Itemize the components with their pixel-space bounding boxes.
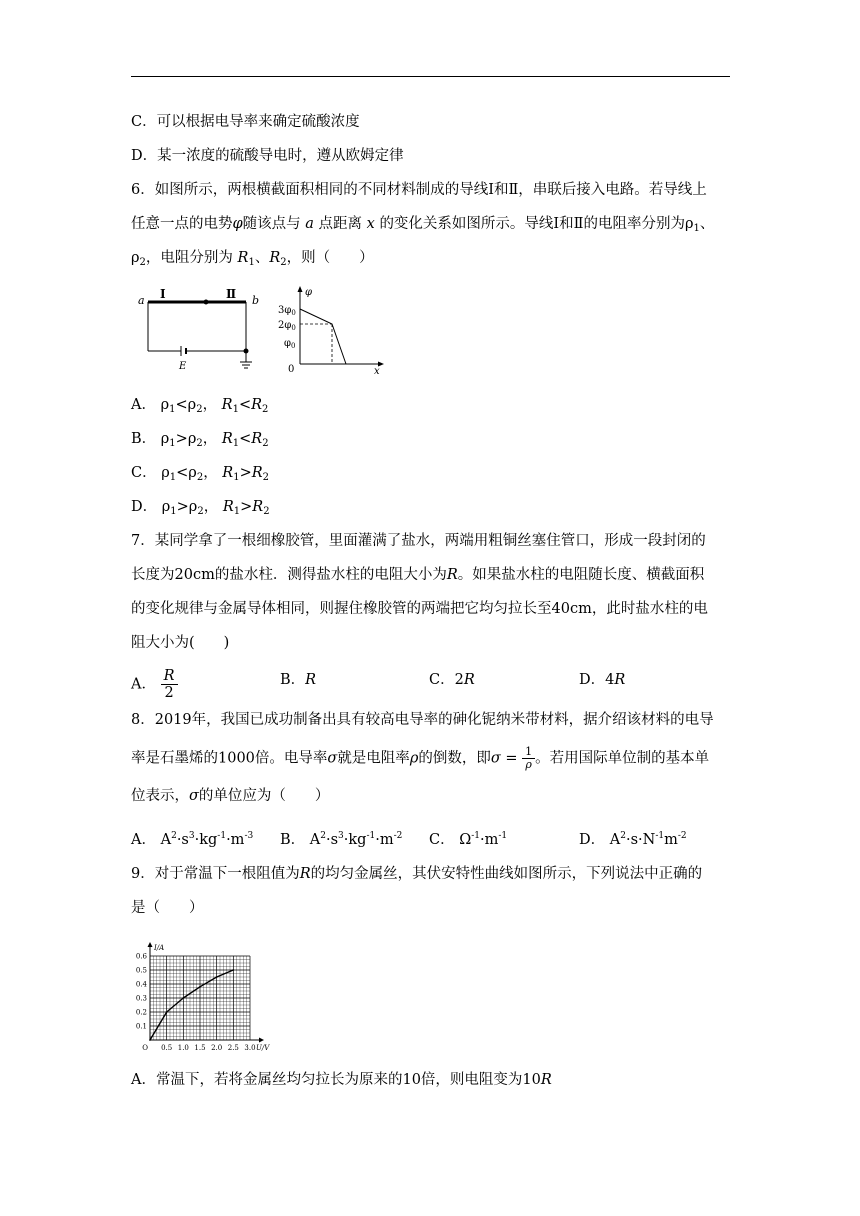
q7-option-d: D．4R xyxy=(579,672,626,688)
tick-phi0: $\varphi_0$ xyxy=(284,338,296,350)
q5-option-c: C．可以根据电导率来确定硫酸浓度 xyxy=(131,114,360,130)
q6-circuit-diagram xyxy=(134,286,270,374)
graph-origin: 0 xyxy=(288,364,295,375)
q9-option-a: A．常温下，若将金属丝均匀拉长为原来的10倍，则电阻变为10R xyxy=(131,1072,552,1088)
q8-option-d: D． $A^2\cdot s\cdot N^{-1}m^{-2}$ xyxy=(579,831,687,848)
graph-y-label: φ xyxy=(305,287,313,298)
circuit-label-b: b xyxy=(252,294,260,307)
x-tick-label: 1.5 xyxy=(194,1044,206,1052)
battery-label-e: E xyxy=(179,361,187,372)
q7-stem-line1: 7．某同学拿了一根细橡胶管，里面灌满了盐水，两端用粗铜丝塞住管口，形成一段封闭的 xyxy=(131,533,706,549)
q8-stem-line3: 位表示，σ的单位应为（ ） xyxy=(131,788,330,804)
iu-data-point xyxy=(232,969,234,971)
q5-option-d: D．某一浓度的硫酸导电时，遵从欧姆定律 xyxy=(131,148,404,164)
x-axis-arrow xyxy=(259,1038,264,1043)
tick-3phi0: $3\varphi_0$ xyxy=(278,305,296,317)
q8-option-a: A． $A^2\cdot s^3\cdot kg^{-1}\cdot m^{-3}$ xyxy=(131,831,254,848)
x-axis-label: U/V xyxy=(256,1044,270,1052)
origin-label: O xyxy=(142,1044,148,1052)
q6-potential-graph xyxy=(276,284,386,376)
potential-curve xyxy=(300,309,346,364)
y-tick-label: 0.1 xyxy=(135,1022,147,1031)
q9-iu-chart xyxy=(128,940,270,1056)
y-tick-label: 0.2 xyxy=(135,1008,147,1017)
q6-option-d: D． $\rho_1>\rho_2$， $R_1>R_2$ xyxy=(131,499,270,517)
y-tick-label: 0.6 xyxy=(135,952,147,961)
y-tick-label: 0.4 xyxy=(135,980,147,989)
q9-stem-line1: 9．对于常温下一根阻值为R的均匀金属丝，其伏安特性曲线如图所示，下列说法中正确的 xyxy=(131,866,703,882)
q7-stem-line2: 长度为20cm的盐水柱．测得盐水柱的电阻大小为R。如果盐水柱的电阻随长度、横截面积 xyxy=(131,567,705,583)
q7-option-b: B．R xyxy=(280,672,317,688)
graph-x-label: x xyxy=(374,366,380,376)
iu-data-point xyxy=(216,976,218,978)
x-tick-label: 1.0 xyxy=(177,1044,189,1052)
y-tick-label: 0.5 xyxy=(135,966,147,975)
junction-dot xyxy=(204,300,209,305)
x-tick-label: 2.5 xyxy=(227,1044,239,1052)
q6-option-a: A． $\rho_1<\rho_2$， $R_1<R_2$ xyxy=(131,397,269,415)
fraction-1-over-rho: $\frac{1}{\rho}$ xyxy=(522,746,535,771)
q7-option-c: C．2R xyxy=(429,672,475,688)
tick-2phi0: $2\varphi_0$ xyxy=(278,320,296,332)
q8-option-b: B． $A^2\cdot s^3\cdot kg^{-1}\cdot m^{-2}$ xyxy=(280,831,403,848)
q7-stem-line4: 阻大小为( ) xyxy=(131,635,230,651)
y-axis-label: I/A xyxy=(154,944,165,952)
iu-data-point xyxy=(182,997,184,999)
q6-option-b: B． $\rho_1>\rho_2$， $R_1<R_2$ xyxy=(131,431,269,449)
q6-stem-line3: $\rho_2$，电阻分别为 $R_1$、$R_2$，则（ ） xyxy=(131,250,374,268)
q9-stem-line2: 是（ ） xyxy=(131,900,204,916)
x-tick-label: 3.0 xyxy=(244,1044,256,1052)
q6-stem-line2: 任意一点的电势φ随该点与 a 点距离 x 的变化关系如图所示。导线Ⅰ和Ⅱ的电阻率分别为$\rho_1$、 xyxy=(131,216,715,234)
q7-stem-line3: 的变化规律与金属导体相同，则握住橡胶管的两端把它均匀拉长至40cm，此时盐水柱的电 xyxy=(131,601,708,617)
y-tick-label: 0.3 xyxy=(135,994,147,1003)
wire-label-2: Ⅱ xyxy=(226,287,237,301)
iu-data-point xyxy=(166,1011,168,1013)
y-axis-arrow xyxy=(148,942,153,947)
q6-option-c: C． $\rho_1<\rho_2$， $R_1>R_2$ xyxy=(131,465,270,483)
iu-data-point xyxy=(149,1039,151,1041)
iu-data-point xyxy=(199,986,201,988)
q8-option-c: C． $\Omega^{-1}\cdot m^{-1}$ xyxy=(429,831,508,848)
x-tick-label: 0.5 xyxy=(161,1044,173,1052)
q8-stem-line1: 8．2019年，我国已成功制备出具有较高电导率的砷化铌纳米带材料，据介绍该材料的电导 xyxy=(131,712,714,728)
wire-label-1: Ⅰ xyxy=(160,287,166,301)
header-rule xyxy=(131,76,730,77)
fraction-r-over-2: $\frac{R}{2}$ xyxy=(161,668,178,701)
q7-option-a: A． $\frac{R}{2}$ xyxy=(131,668,178,701)
q6-stem-line1: 6．如图所示，两根横截面积相同的不同材料制成的导线Ⅰ和Ⅱ，串联后接入电路。若导线上 xyxy=(131,182,707,198)
x-tick-label: 2.0 xyxy=(211,1044,223,1052)
circuit-label-a: a xyxy=(138,294,145,307)
q8-stem-line2: 率是石墨烯的1000倍。电导率σ就是电阻率ρ的倒数，即σ = $\frac{1}{\rho}$ 。若用国际单位制的基本单 xyxy=(131,745,710,771)
